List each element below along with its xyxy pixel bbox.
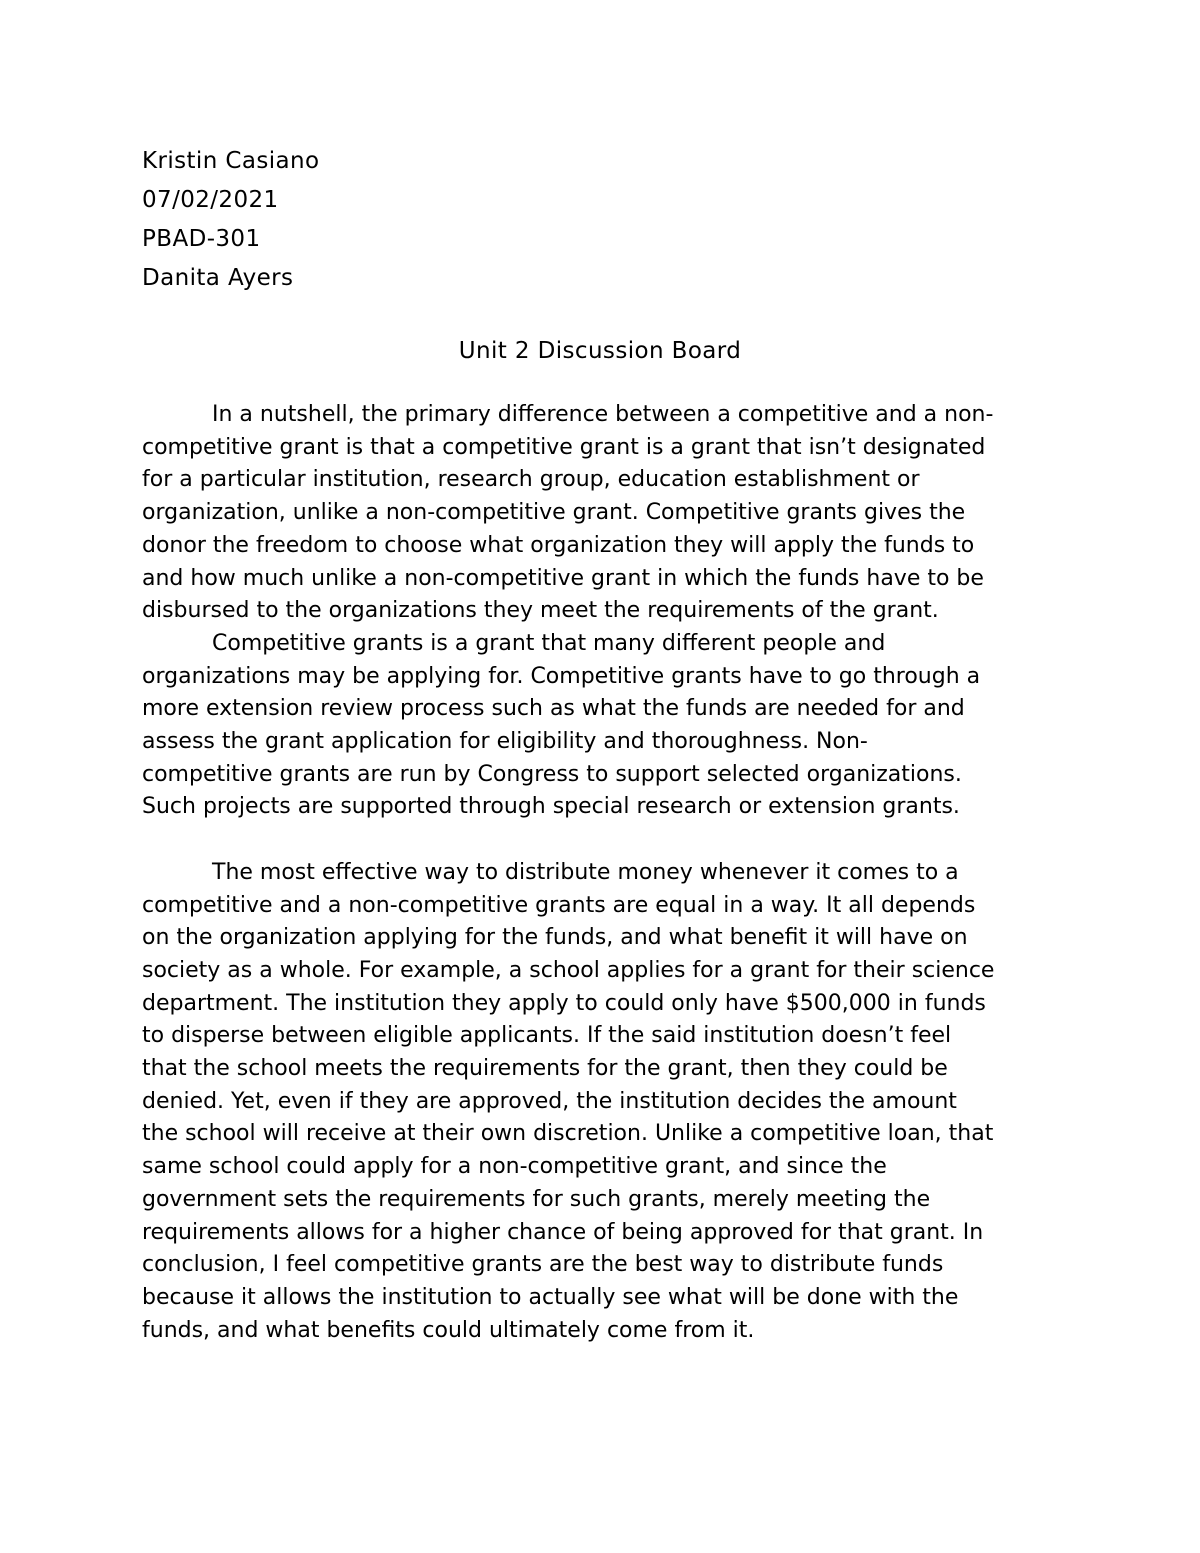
paragraph-1: [142, 399, 1062, 628]
paragraph-line: competitive grant is that a competitive grant is a grant that isn’t designated: [142, 434, 986, 460]
paragraph-line: and how much unlike a non-competitive grant in which the funds have to be: [142, 565, 984, 591]
date: 07/02/2021: [142, 187, 279, 213]
instructor-name: Danita Ayers: [142, 265, 294, 291]
paragraph-line: organization, unlike a non-competitive grant. Competitive grants gives the: [142, 500, 966, 526]
paragraph-line: competitive grants are run by Congress to support selected organizations.: [142, 761, 962, 787]
header-block: [142, 142, 742, 298]
paragraph-line: the school will receive at their own discretion. Unlike a competitive loan, that: [142, 1121, 994, 1147]
course-code: PBAD-301: [142, 226, 261, 252]
paragraph-line: conclusion, I feel competitive grants are the best way to distribute funds: [142, 1252, 944, 1278]
paragraph-line: more extension review process such as what the funds are needed for and: [142, 696, 965, 722]
paragraph-line: for a particular institution, research group, education establishment or: [142, 467, 920, 493]
paragraph-line: Such projects are supported through special research or extension grants.: [142, 794, 960, 820]
paragraph-line: department. The institution they apply to could only have $500,000 in funds: [142, 990, 986, 1016]
paragraph-line: because it allows the institution to actually see what will be done with the: [142, 1284, 959, 1310]
paragraph-line: competitive and a non-competitive grants are equal in a way. It all depends: [142, 892, 976, 918]
paragraph-3: [142, 857, 1062, 1348]
paragraph-line: organizations may be applying for. Competitive grants have to go through a: [142, 663, 981, 689]
paragraph-line: funds, and what benefits could ultimately come from it.: [142, 1317, 755, 1343]
paragraph-line: In a nutshell, the primary difference between a competitive and a non-: [212, 402, 994, 427]
paragraph-line: donor the freedom to choose what organization they will apply the funds to: [142, 532, 975, 558]
paragraph-line: government sets the requirements for such grants, merely meeting the: [142, 1186, 931, 1212]
paragraph-line: assess the grant application for eligibility and thoroughness. Non-: [142, 729, 868, 755]
paragraph-line: disbursed to the organizations they meet the requirements of the grant.: [142, 598, 939, 624]
paragraph-line: denied. Yet, even if they are approved, the institution decides the amount: [142, 1088, 957, 1114]
paragraph-line: to disperse between eligible applicants. If the said institution doesn’t feel: [142, 1023, 952, 1049]
body-text: [142, 399, 1062, 1347]
author-name: Kristin Casiano: [142, 148, 320, 174]
paragraph-line: same school could apply for a non-competitive grant, and since the: [142, 1154, 887, 1180]
paragraph-line: society as a whole. For example, a school applies for a grant for their science: [142, 957, 995, 983]
paragraph-2: [142, 628, 1062, 824]
paragraph-line: on the organization applying for the funds, and what benefit it will have on: [142, 925, 968, 951]
paragraph-line: that the school meets the requirements for the grant, then they could be: [142, 1056, 948, 1082]
document-title: Unit 2 Discussion Board: [458, 338, 742, 364]
paragraph-line: requirements allows for a higher chance of being approved for that grant. In: [142, 1219, 984, 1245]
paragraph-line: Competitive grants is a grant that many different people and: [212, 630, 886, 656]
paragraph-line: The most effective way to distribute money whenever it comes to a: [212, 859, 959, 885]
